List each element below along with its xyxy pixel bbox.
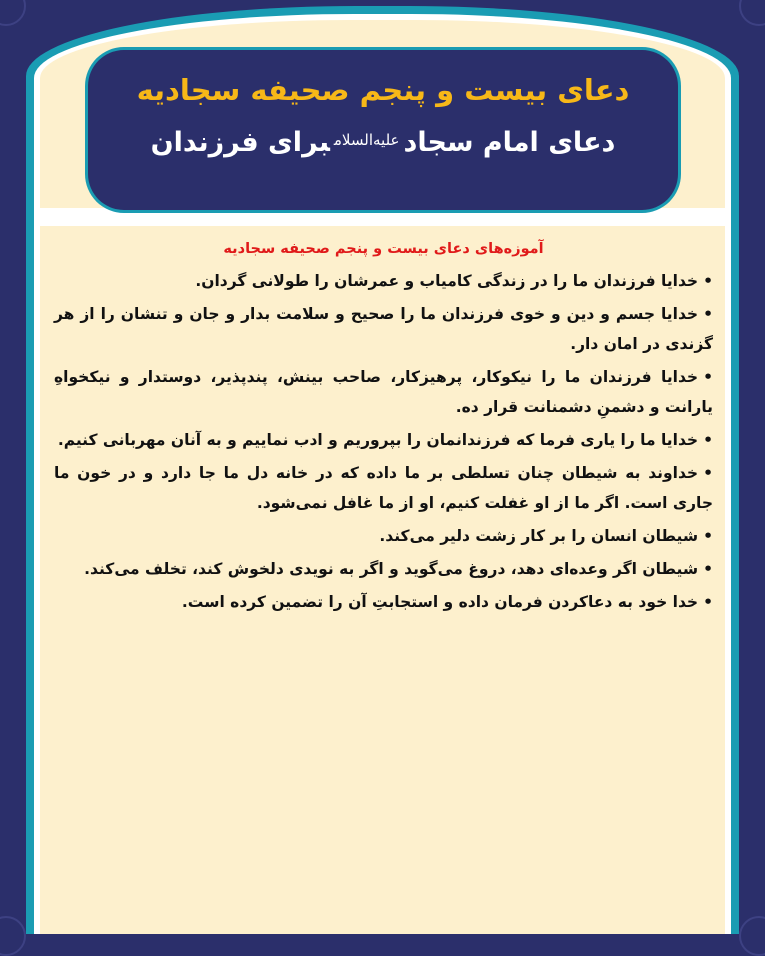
point-text: خدایا فرزندان ما را در زندگی کامیاب و عمرشان را طولانی گردان. — [195, 272, 699, 290]
header-panel — [40, 20, 725, 208]
point-text: خدایا فرزندان ما را نیکوکار، پرهیزکار، صاحب بینش، پندپذیر، دوستدار و نیکخواهِ یارانت و دشمنِ دشمنانت قرار ده. — [54, 368, 713, 416]
arched-frame — [26, 6, 739, 934]
bullet: • — [703, 464, 713, 482]
page-title: دعای بیست و پنجم صحیفه سجادیه — [136, 73, 630, 107]
list-item — [54, 554, 713, 584]
point-text: شیطان انسان را بر کار زشت دلیر می‌کند. — [379, 527, 699, 545]
point-text: خدا خود به دعاکردن فرمان داده و استجابتِ آن را تضمین کرده است. — [181, 593, 699, 611]
corner-ornament — [0, 0, 26, 26]
bullet: • — [703, 593, 713, 611]
list-item — [54, 299, 713, 359]
subtitle-lead: دعای امام سجاد — [403, 127, 616, 158]
corner-ornament — [739, 0, 765, 26]
list-item — [54, 362, 713, 422]
list-item — [54, 587, 713, 617]
point-text: خداوند به شیطان چنان تسلطی بر ما داده که در خانه دل ما جا دارد و در خون ما جاری است. اگر ما از او غفلت کنیم، او از ما غافل نمی‌شود. — [54, 464, 713, 512]
content-body — [40, 226, 725, 617]
bullet: • — [703, 560, 713, 578]
bullet: • — [703, 431, 713, 449]
list-item — [54, 458, 713, 518]
list-item — [54, 521, 713, 551]
section-title: آموزه‌های دعای بیست و پنجم صحیفه سجادیه — [223, 241, 544, 257]
point-text: شیطان اگر وعده‌ای دهد، دروغ می‌گوید و اگر به نویدی دلخوش کند، تخلف می‌کند. — [84, 560, 699, 578]
point-text: خدایا ما را یاری فرما که فرزندانمان را بپروریم و ادب نماییم و به آنان مهربانی کنیم. — [57, 431, 699, 449]
bullet: • — [703, 305, 713, 323]
list-item — [54, 266, 713, 296]
corner-ornament — [739, 916, 765, 956]
corner-ornament — [0, 916, 26, 956]
salutation-calligraphy: علیه‌السلام — [333, 131, 400, 149]
point-text: خدایا جسم و دین و خوی فرزندان ما را صحیح و سلامت بدار و جان و تنشان را از هر گزندی در امان دار. — [54, 305, 713, 353]
page-subtitle — [88, 122, 678, 161]
bullet: • — [703, 527, 713, 545]
bullet: • — [703, 272, 713, 290]
subtitle-tail: برای فرزندان — [150, 127, 330, 158]
list-item — [54, 425, 713, 455]
bullet: • — [703, 368, 713, 386]
title-banner — [88, 50, 678, 210]
content-panel — [40, 226, 725, 934]
